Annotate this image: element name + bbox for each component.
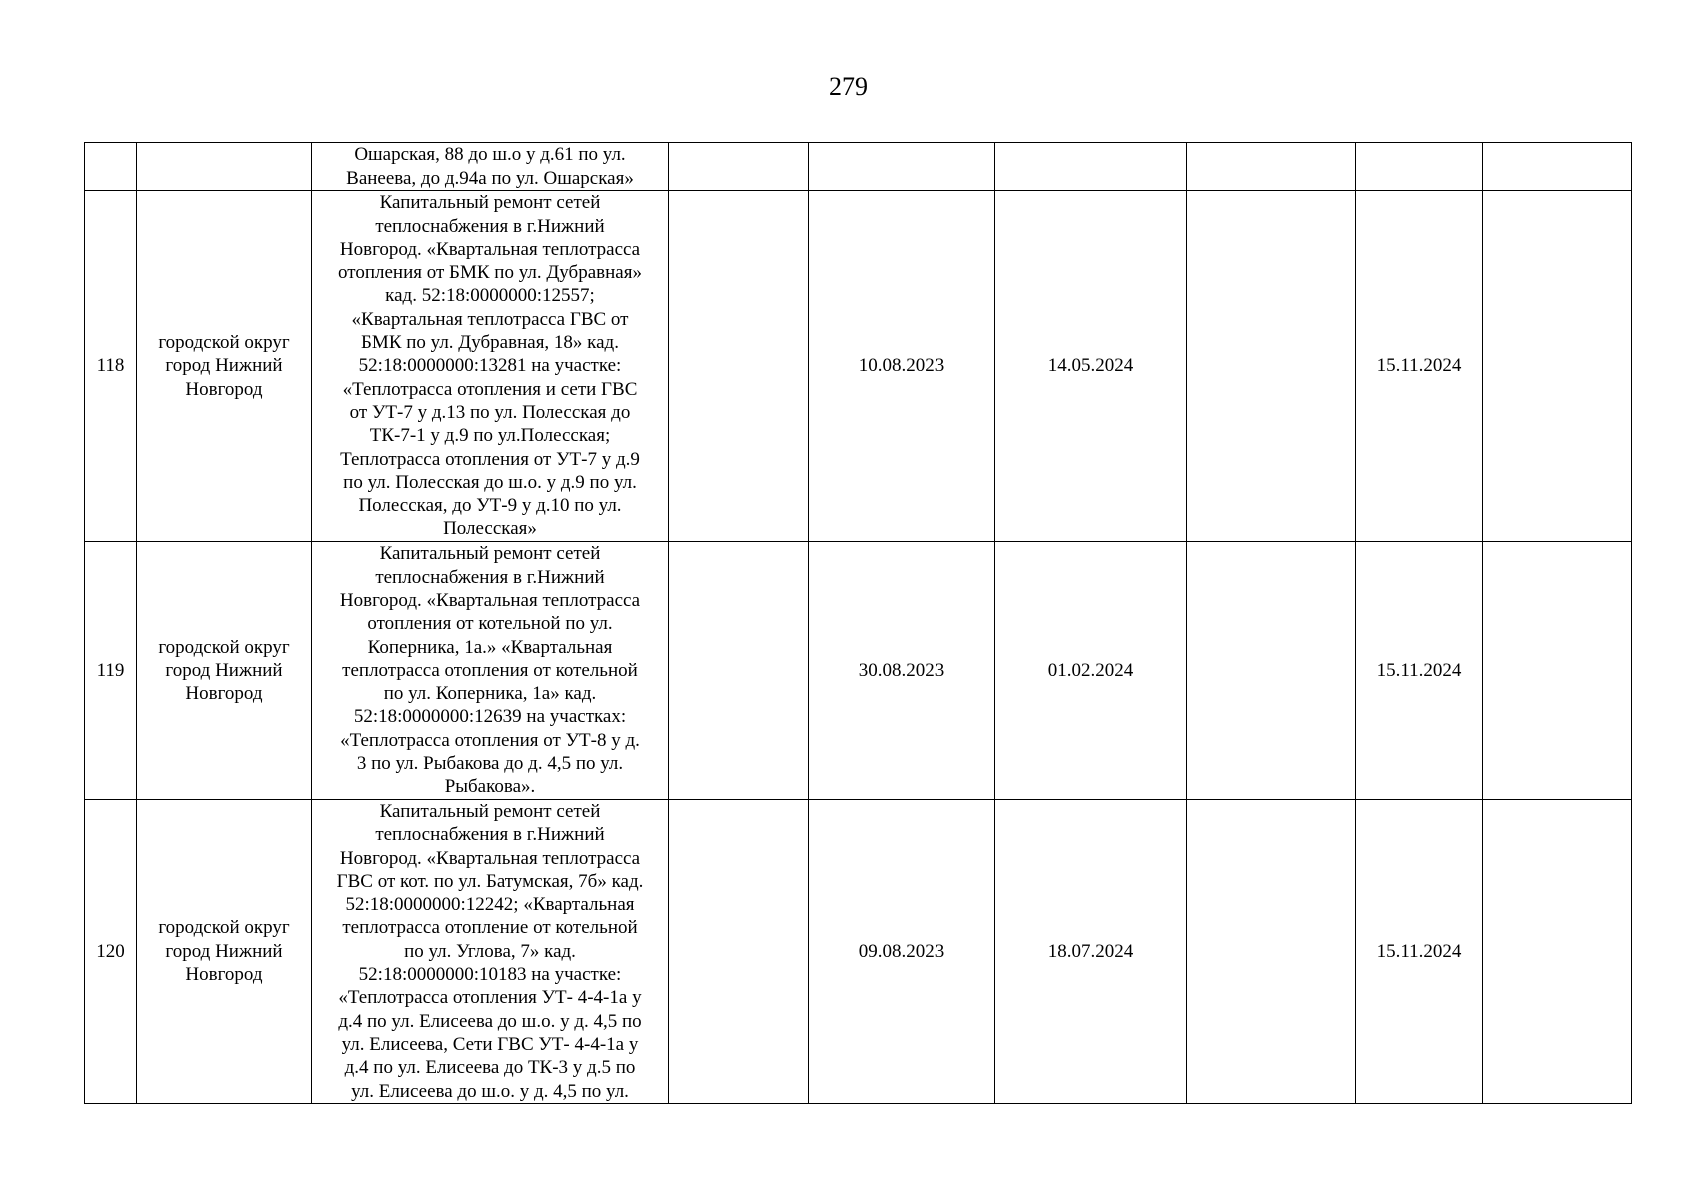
cell-text-line: отопления от БМК по ул. Дубравная» — [338, 262, 642, 284]
cell-text-line: городской округ — [158, 332, 290, 354]
cell-text-line: городской округ — [158, 917, 290, 939]
row-number-cell: 118 — [85, 191, 137, 542]
cell-text-line: по ул. Углова, 7» кад. — [404, 940, 576, 962]
description-cell — [312, 800, 669, 1104]
cell-text-line: Новгород — [185, 964, 263, 986]
empty-cell — [1187, 191, 1356, 542]
description-cell — [312, 191, 669, 542]
cell-text-line: ТК-7-1 у д.9 по ул.Полесская; — [369, 425, 611, 447]
cell-text-line: Ошарская, 88 до ш.о у д.61 по ул. — [354, 144, 626, 166]
row-number-cell — [85, 143, 137, 191]
row-number-cell: 119 — [85, 542, 137, 800]
cell-text-line: «Теплотрасса отопления УТ- 4-4-1а у — [338, 987, 642, 1009]
empty-cell — [1483, 191, 1632, 542]
empty-cell — [1483, 143, 1632, 191]
cell-text-line: по ул. Полесская до ш.о. у д.9 по ул. — [343, 471, 637, 493]
cell-text-line: 52:18:0000000:12242; «Квартальная — [345, 894, 635, 916]
completion-date-cell: 15.11.2024 — [1356, 191, 1483, 542]
cell-text-line: город Нижний — [165, 355, 283, 377]
municipality-cell — [137, 542, 312, 800]
completion-date-cell — [1356, 143, 1483, 191]
row-number-cell: 120 — [85, 800, 137, 1104]
end-date-cell — [995, 143, 1187, 191]
cell-text-line: «Квартальная теплотрасса ГВС от — [351, 308, 629, 330]
start-date-cell: 30.08.2023 — [809, 542, 995, 800]
cell-text-line: Теплотрасса отопления от УТ-7 у д.9 — [340, 448, 640, 470]
cell-text-line: по ул. Коперника, 1а» кад. — [383, 683, 597, 705]
municipality-cell — [137, 143, 312, 191]
empty-cell — [1187, 143, 1356, 191]
cell-text-line: «Теплотрасса отопления и сети ГВС — [342, 378, 638, 400]
cell-text-line: Новгород — [185, 378, 263, 400]
cell-text-line: Новгород. «Квартальная теплотрасса — [339, 589, 641, 611]
cell-text-line: город Нижний — [165, 940, 283, 962]
empty-cell — [669, 542, 809, 800]
municipality-cell — [137, 191, 312, 542]
cell-text-line: теплоснабжения в г.Нижний — [375, 215, 605, 237]
description-cell — [312, 143, 669, 191]
empty-cell — [1187, 542, 1356, 800]
cell-text-line: Полесская, до УТ-9 у д.10 по ул. — [358, 495, 622, 517]
end-date-cell: 18.07.2024 — [995, 800, 1187, 1104]
cell-text-line: БМК по ул. Дубравная, 18» кад. — [361, 332, 619, 354]
empty-cell — [669, 191, 809, 542]
start-date-cell: 09.08.2023 — [809, 800, 995, 1104]
cell-text-line: 52:18:0000000:13281 на участке: — [358, 355, 622, 377]
cell-text-line: ул. Елисеева до ш.о. у д. 4,5 по ул. — [351, 1080, 629, 1102]
cell-text-line: Ванеева, до д.94а по ул. Ошарская» — [346, 167, 634, 189]
table-row — [85, 143, 1632, 191]
table-row — [85, 542, 1632, 800]
cell-text-line: от УТ-7 у д.13 по ул. Полесская до — [349, 401, 631, 423]
cell-text-line: Полесская» — [443, 518, 537, 540]
cell-text-line: 52:18:0000000:12639 на участках: — [353, 706, 627, 728]
empty-cell — [669, 143, 809, 191]
cell-text-line: Капитальный ремонт сетей — [379, 192, 601, 214]
municipality-cell — [137, 800, 312, 1104]
cell-text-line: ул. Елисеева, Сети ГВС УТ- 4-4-1а у — [341, 1033, 639, 1055]
end-date-cell: 01.02.2024 — [995, 542, 1187, 800]
start-date-cell — [809, 143, 995, 191]
cell-text-line: городской округ — [158, 636, 290, 658]
cell-text-line: Новгород — [185, 683, 263, 705]
cell-text-line: Коперника, 1а.» «Квартальная — [367, 636, 613, 658]
registry-table — [84, 142, 1632, 1104]
cell-text-line: отопления от котельной по ул. — [367, 613, 613, 635]
start-date-cell: 10.08.2023 — [809, 191, 995, 542]
completion-date-cell: 15.11.2024 — [1356, 542, 1483, 800]
description-cell — [312, 542, 669, 800]
completion-date-cell: 15.11.2024 — [1356, 800, 1483, 1104]
page-number: 279 — [829, 72, 868, 101]
cell-text-line: Новгород. «Квартальная теплотрасса — [339, 847, 641, 869]
cell-text-line: кад. 52:18:0000000:12557; — [385, 285, 595, 307]
cell-text-line: Капитальный ремонт сетей — [379, 801, 601, 822]
table-row — [85, 800, 1632, 1104]
cell-text-line: 52:18:0000000:10183 на участке: — [358, 964, 622, 986]
cell-text-line: «Теплотрасса отопления от УТ-8 у д. — [340, 729, 640, 751]
cell-text-line: Капитальный ремонт сетей — [379, 543, 601, 565]
cell-text-line: теплотрасса отопление от котельной — [342, 917, 638, 939]
cell-text-line: город Нижний — [165, 659, 283, 681]
end-date-cell: 14.05.2024 — [995, 191, 1187, 542]
empty-cell — [1483, 800, 1632, 1104]
cell-text-line: д.4 по ул. Елисеева до ТК-3 у д.5 по — [344, 1057, 636, 1079]
cell-text-line: 3 по ул. Рыбакова до д. 4,5 по ул. — [356, 753, 624, 775]
empty-cell — [669, 800, 809, 1104]
cell-text-line: теплотрасса отопления от котельной — [342, 659, 638, 681]
cell-text-line: д.4 по ул. Елисеева до ш.о. у д. 4,5 по — [338, 1010, 642, 1032]
cell-text-line: ГВС от кот. по ул. Батумская, 7б» кад. — [336, 870, 644, 892]
cell-text-line: Новгород. «Квартальная теплотрасса — [339, 238, 641, 260]
cell-text-line: теплоснабжения в г.Нижний — [375, 824, 605, 846]
empty-cell — [1483, 542, 1632, 800]
cell-text-line: теплоснабжения в г.Нижний — [375, 566, 605, 588]
empty-cell — [1187, 800, 1356, 1104]
cell-text-line: Рыбакова». — [444, 776, 536, 798]
table-row — [85, 191, 1632, 542]
